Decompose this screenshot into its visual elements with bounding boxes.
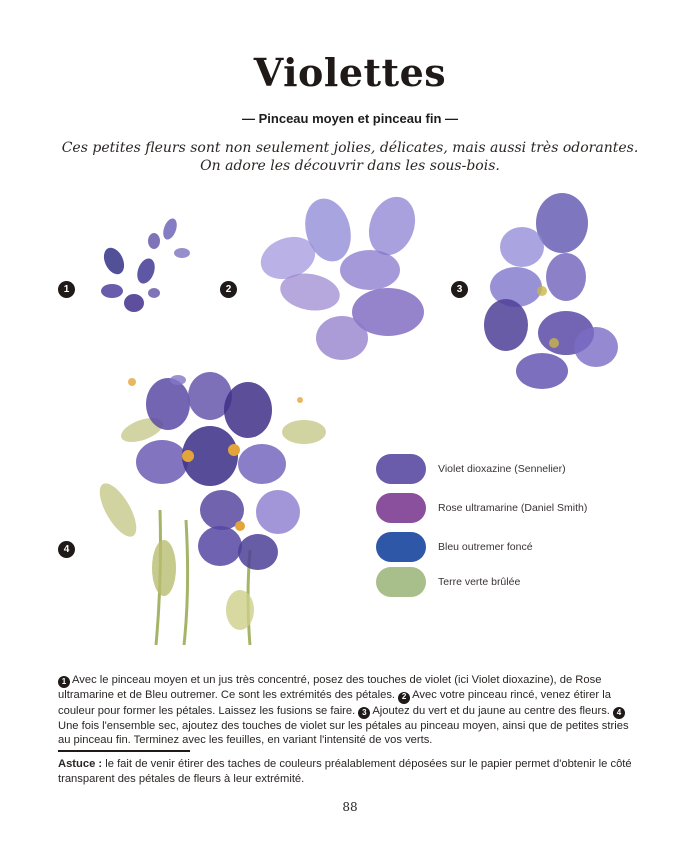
instructions-text [58,673,643,748]
step-2-marker: 2 [220,281,237,298]
swatch-label-2: Rose ultramarine (Daniel Smith) [438,502,588,514]
intro-text [60,139,640,175]
step-4-marker: 4 [58,541,75,558]
step-3-marker: 3 [451,281,468,298]
page-number: 88 [342,800,358,814]
tip-divider [58,750,190,752]
page-title: Violettes [253,50,447,95]
inline-step-4: 4 [613,707,625,719]
subtitle: — Pinceau moyen et pinceau fin — [242,111,458,126]
inline-step-1: 1 [58,676,70,688]
swatch-label-3: Bleu outremer foncé [438,541,533,553]
intro-line-2: On adore les découvrir dans les sous-bois. [200,158,500,174]
step-2-illustration [250,190,440,375]
swatch-label-4: Terre verte brûlée [438,576,521,588]
instruction-step-4: Une fois l'ensemble sec, ajoutez des touches de violet sur les pétales au pinceau moyen, ainsi que de petites stries au pinceau fin. Terminez avec les feuilles, en variant l'intensité de vos verts. [58,719,629,747]
step-3-illustration [470,185,630,400]
instruction-step-1: Avec le pinceau moyen et un jus très concentré, posez des touches de violet (ici Violet dioxazine), de Rose ultramarine et de Bleu outremer. Ce sont les extrémités des pétales. [58,674,602,702]
step-4-illustration [90,360,350,650]
tip-label: Astuce : [58,758,103,770]
intro-line-1: Ces petites fleurs sont non seulement jolies, délicates, mais aussi très odorantes. [61,140,639,156]
swatch-rose-ultramarine [376,493,426,523]
step-1-marker: 1 [58,281,75,298]
swatch-label-1: Violet dioxazine (Sennelier) [438,463,566,475]
inline-step-3: 3 [358,707,370,719]
instruction-step-2: Avec votre pinceau rincé, venez étirer la couleur pour former les pétales. Laissez les fusions se faire. [58,689,611,717]
swatch-bleu-outremer [376,532,426,562]
swatch-terre-verte [376,567,426,597]
swatch-violet-dioxazine [376,454,426,484]
step-1-illustration [90,215,200,325]
instruction-step-3: Ajoutez du vert et du jaune au centre des fleurs. [372,704,610,717]
tip-text: le fait de venir étirer des taches de couleurs préalablement déposées sur le papier permet d'obtenir le côté transparent des pétales de fleurs à leur extrémité. [58,758,632,785]
inline-step-2: 2 [398,692,410,704]
tip-box [58,757,643,786]
